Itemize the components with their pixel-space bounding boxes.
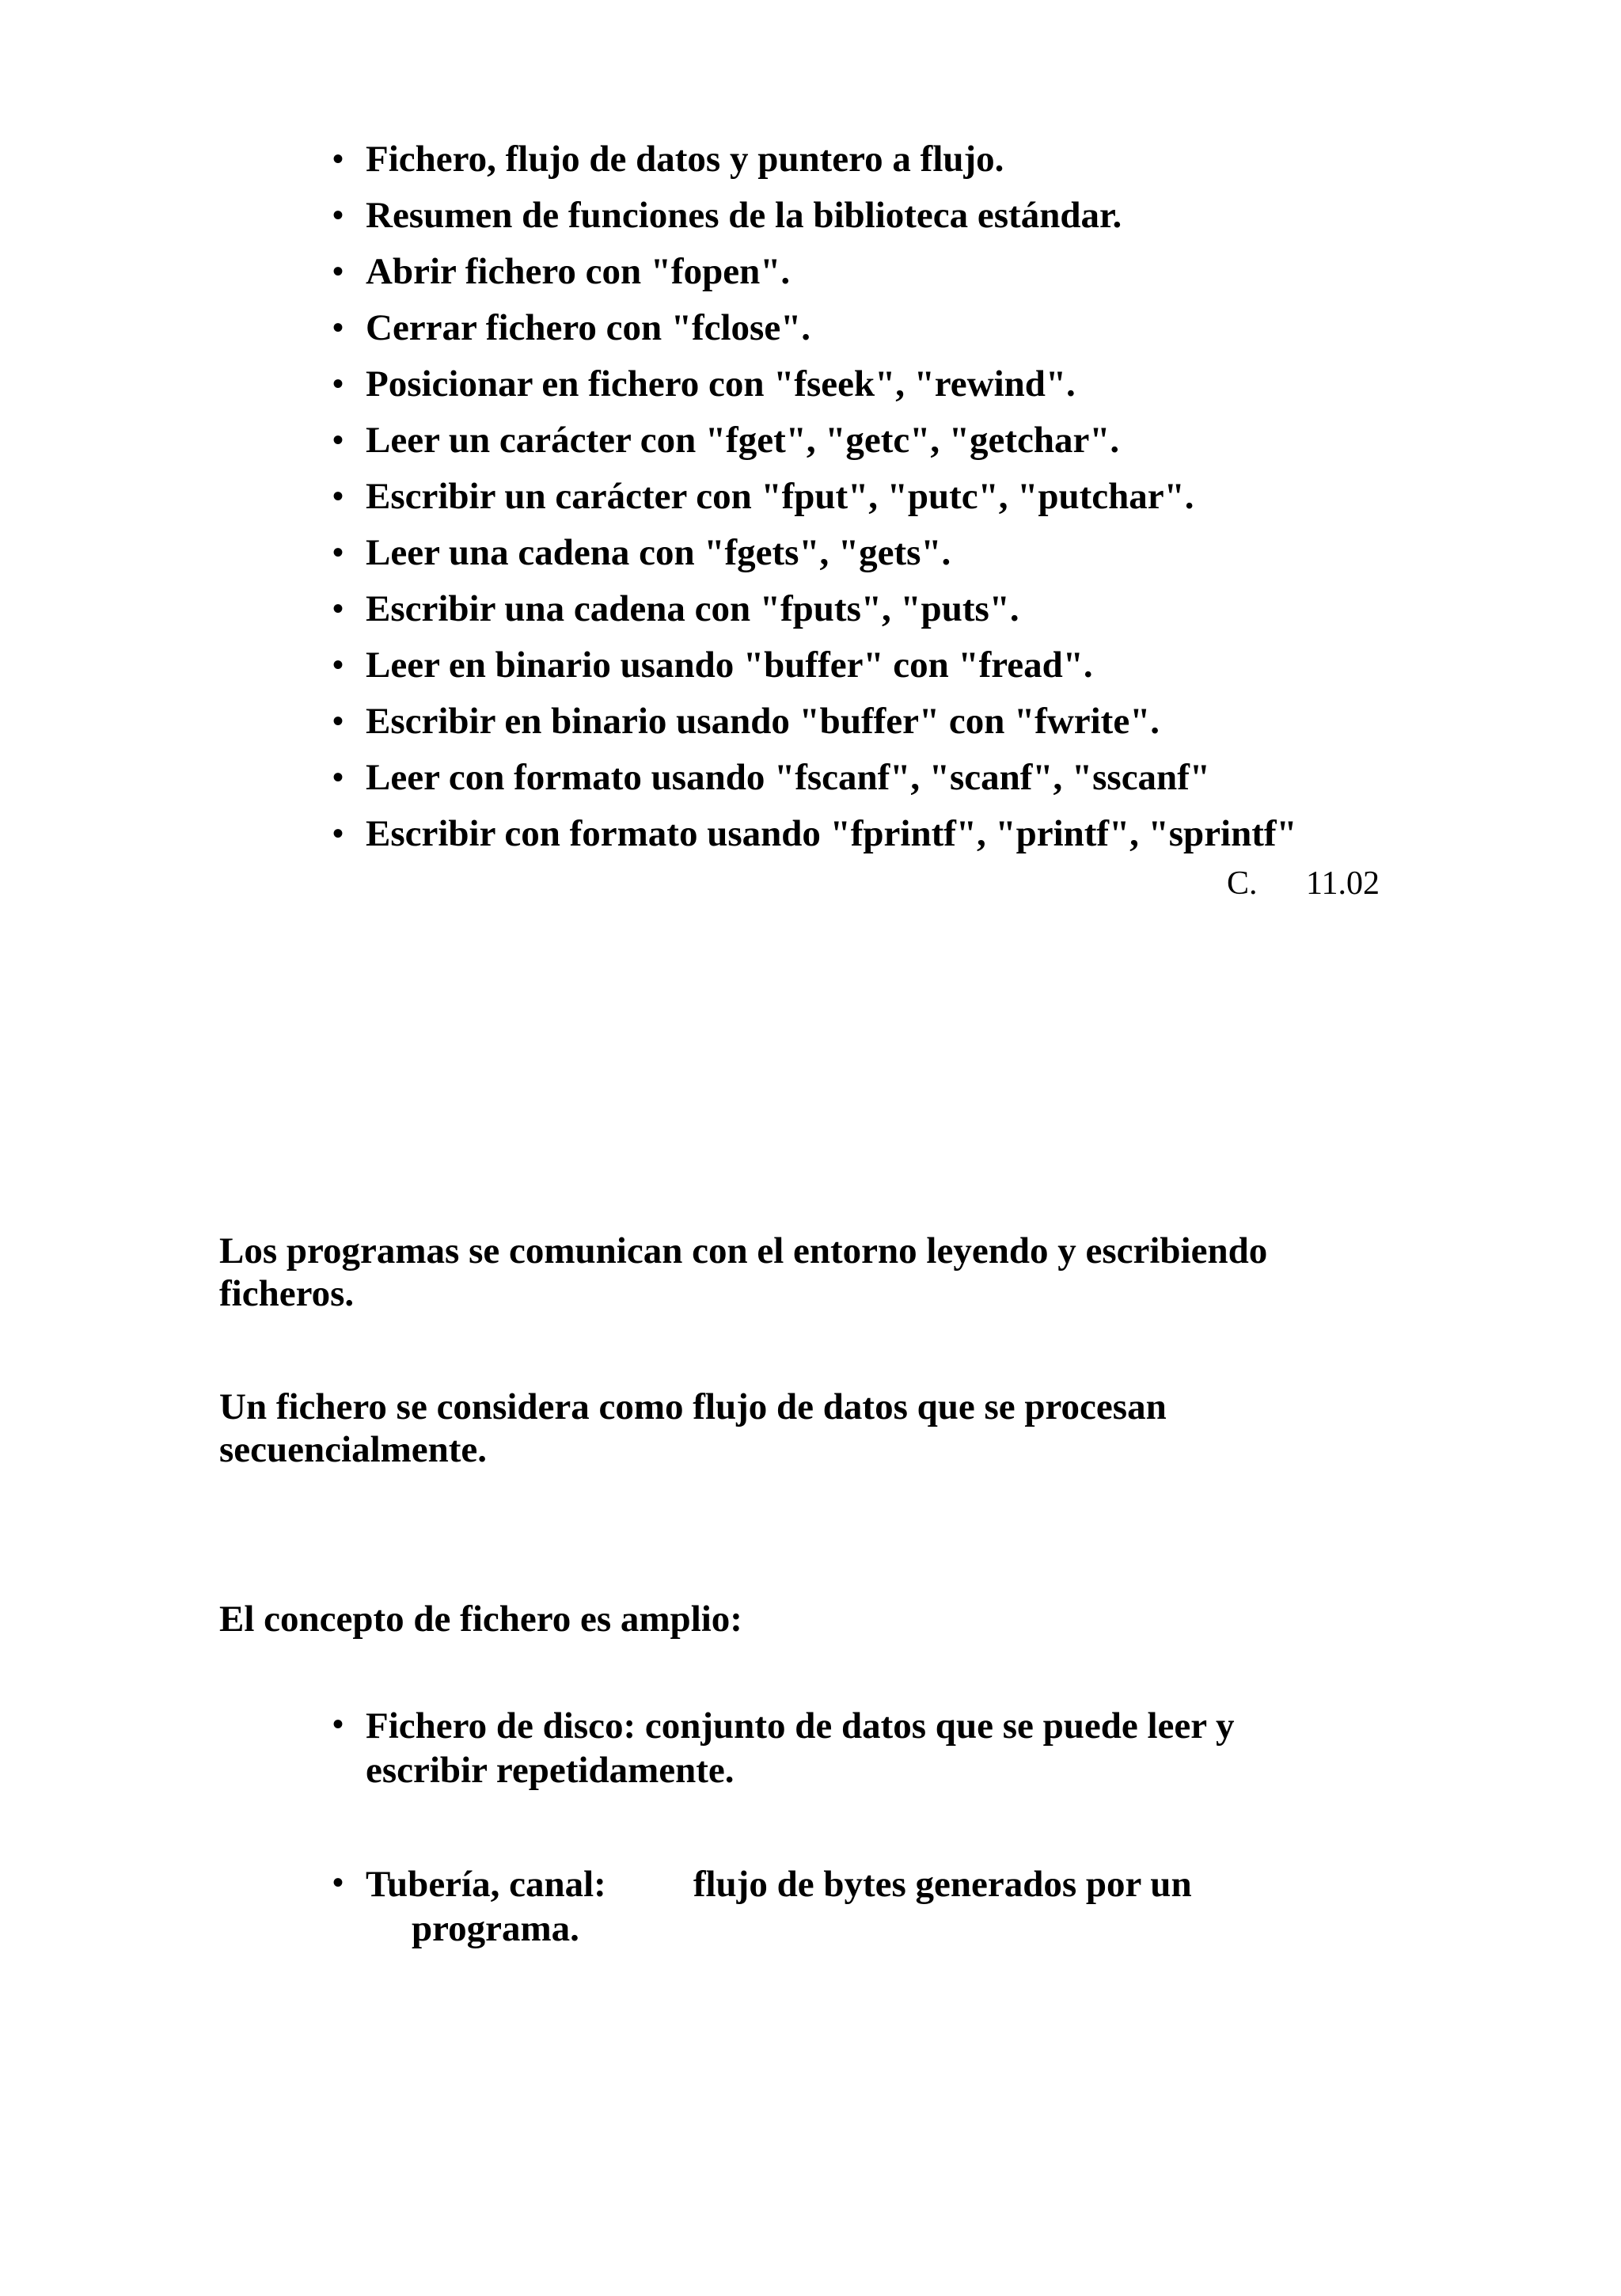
list-item [326,532,1450,588]
disk-file-line-2: escribir repetidamente. [366,1750,735,1791]
bullet-icon: • [332,815,344,851]
list-item [326,420,1450,476]
bullet-icon: • [332,253,344,289]
list-item [326,195,1450,251]
list-item-text: Escribir con formato usando "fprintf", "printf", "sprintf" [366,813,1297,854]
bullet-icon: • [332,1865,344,1900]
list-item-text: Escribir en binario usando "buffer" con "fwrite". [366,701,1160,742]
list-item [326,139,1450,195]
topics-list [326,139,1450,869]
bullet-icon: • [332,591,344,626]
list-item-text: Leer una cadena con "fgets", "gets". [366,532,951,573]
bullet-icon: • [332,703,344,739]
pipe-term: Tubería, canal: [366,1864,606,1905]
bullet-icon: • [332,1706,344,1742]
bullet-icon: • [332,141,344,177]
list-item-text: Leer en binario usando "buffer" con "fread". [366,644,1093,686]
list-item-text: Leer un carácter con "fget", "getc", "getchar". [366,420,1120,461]
bullet-icon: • [332,310,344,345]
bullet-icon: • [332,422,344,458]
page-reference-prefix: C. [1227,865,1258,902]
list-item [326,813,1450,869]
paragraph-stream: Un fichero se considera como flujo de datos que se procesan secuencialmente. [219,1386,1167,1470]
page-reference [1227,863,1380,904]
page-reference-number: 11.02 [1306,865,1380,902]
list-item-text: Leer con formato usando "fscanf", "scanf", "sscanf" [366,757,1210,798]
list-item [326,1862,1355,1965]
list-item [326,757,1450,813]
list-item [326,588,1450,644]
bullet-icon: • [332,478,344,514]
list-item-text: Posicionar en fichero con "fseek", "rewind". [366,363,1076,405]
bullet-icon: • [332,534,344,570]
list-item-text: Fichero, flujo de datos y puntero a flujo. [366,139,1004,180]
list-item [326,1704,1355,1862]
bullet-icon: • [332,759,344,795]
paragraph-communication: Los programas se comunican con el entorno leyendo y escribiendo ficheros. [219,1230,1268,1314]
pipe-continuation: programa. [412,1908,579,1949]
disk-file-line-1: Fichero de disco: conjunto de datos que se puede leer y [366,1705,1235,1747]
list-item [326,363,1450,420]
bullet-icon: • [332,647,344,682]
bullet-icon: • [332,366,344,401]
list-item-text: Escribir un carácter con "fput", "putc", "putchar". [366,476,1194,517]
paragraph-concept: El concepto de fichero es amplio: [219,1598,742,1640]
bullet-icon: • [332,197,344,233]
list-item [326,307,1450,363]
pipe-definition: flujo de bytes generados por un [693,1864,1192,1905]
concept-list [326,1704,1355,1965]
list-item [326,476,1450,532]
list-item-text: Abrir fichero con "fopen". [366,251,791,292]
list-item [326,251,1450,307]
list-item-text: Cerrar fichero con "fclose". [366,307,811,348]
list-item-text: Resumen de funciones de la biblioteca estándar. [366,195,1122,236]
list-item [326,644,1450,701]
list-item [326,701,1450,757]
list-item-text: Escribir una cadena con "fputs", "puts". [366,588,1019,629]
